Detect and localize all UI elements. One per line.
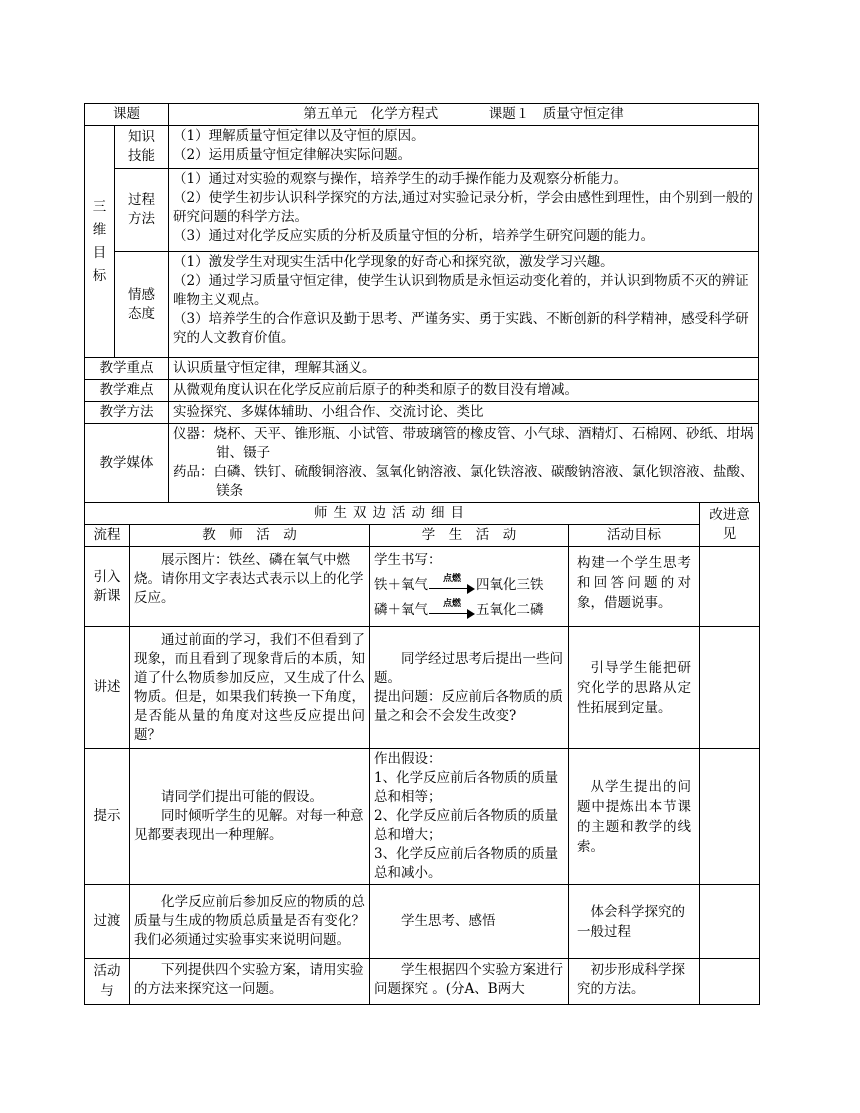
lesson-plan	[84, 103, 759, 1005]
flow-cell: 讲述	[85, 627, 130, 749]
process-label: 过程方法	[115, 169, 169, 252]
activity-header-row	[85, 525, 760, 547]
reaction-phosphorus	[374, 598, 564, 620]
three-dimension-goal-label: 三维目标	[85, 126, 115, 358]
reaction-arrow-icon	[429, 598, 475, 620]
teacher-cell: 展示图片：铁丝、磷在氧气中燃烧。请你用文字表达式表示以上的化学反应。	[130, 547, 370, 627]
emotion-item: （1）激发学生对现实生活中化学现象的好奇心和探究欲，激发学习兴趣。	[173, 254, 614, 270]
teacher-text: 同时倾听学生的见解。对每一种意见都要表现出一种理解。	[134, 808, 364, 843]
activity-title: 师生双边活动细目	[85, 503, 700, 525]
process-item: （1）通过对实验的观察与操作，培养学生的动手操作能力及观察分析能力。	[173, 171, 628, 187]
goal-emotion-row	[85, 252, 759, 358]
improve-label: 改进意见	[700, 503, 760, 547]
media-row	[85, 424, 759, 503]
media-instruments: 仪器：烧杯、天平、锥形瓶、小试管、带玻璃管的橡皮管、小气球、酒精灯、石棉网、砂纸、坩埚钳、镊子	[173, 426, 754, 461]
teacher-text: 请同学们提出可能的假设。	[161, 789, 323, 805]
student-text: 同学经过思考后提出一些问题。	[374, 650, 563, 686]
student-cell	[370, 749, 569, 885]
unit-title: 第五单元 化学方程式	[303, 106, 439, 122]
difficulty-label: 教学难点	[85, 380, 169, 402]
reaction-condition: 点燃	[442, 598, 461, 609]
goal-process-row	[85, 169, 759, 252]
key-point-row	[85, 358, 759, 380]
reaction-arrow-icon	[429, 573, 475, 595]
student-cell: 学生思考、感悟	[370, 885, 569, 959]
process-item: （2）使学生初步认识科学探究的方法,通过对实验记录分析，学会由感性到理性，由个别到一般的研究问题的科学方法。	[173, 190, 753, 225]
goal-cell: 从学生提出的问题中提炼出本节课的主题和教学的线索。	[569, 749, 700, 885]
teacher-cell	[130, 749, 370, 885]
reaction-condition: 点燃	[442, 573, 461, 584]
knowledge-item: （2）运用质量守恒定律解决实际问题。	[173, 147, 412, 163]
improve-cell	[700, 749, 760, 885]
goal-cell: 构建一个学生思考和回答问题的对象，借题说事。	[569, 547, 700, 627]
process-content	[169, 169, 759, 252]
knowledge-label: 知识技能	[115, 126, 169, 169]
media-label: 教学媒体	[85, 424, 169, 503]
reaction-iron	[374, 573, 564, 595]
header-label: 课题	[85, 104, 169, 126]
table-row	[85, 959, 760, 1005]
activity-table	[84, 502, 760, 1005]
improve-cell	[700, 959, 760, 1005]
table-row	[85, 749, 760, 885]
lesson-title	[169, 104, 759, 126]
flow-cell: 活动与	[85, 959, 130, 1005]
emotion-label: 情感态度	[115, 252, 169, 358]
teacher-cell: 通过前面的学习，我们不但看到了现象，而且看到了现象背后的本质，知道了什么物质参加反应，又生成了什么物质。但是，如果我们转换一下角度，是否能从量的角度对这些反应提出问题？	[130, 627, 370, 749]
improve-cell	[700, 885, 760, 959]
goal-cell: 体会科学探究的一般过程	[569, 885, 700, 959]
goal-cell: 初步形成科学探究的方法。	[569, 959, 700, 1005]
col-student: 学 生 活 动	[370, 525, 569, 547]
col-flow: 流程	[85, 525, 130, 547]
lesson-info-table	[84, 103, 759, 503]
knowledge-content	[169, 126, 759, 169]
key-point-value: 认识质量守恒定律，理解其涵义。	[169, 358, 759, 380]
goal-knowledge-row	[85, 126, 759, 169]
student-text: 1、化学反应前后各物质的质量总和相等；	[374, 770, 559, 805]
col-teacher: 教 师 活 动	[130, 525, 370, 547]
emotion-content	[169, 252, 759, 358]
difficulty-value: 从微观角度认识在化学反应前后原子的种类和原子的数目没有增减。	[169, 380, 759, 402]
knowledge-item: （1）理解质量守恒定律以及守恒的原因。	[173, 128, 425, 144]
emotion-item: （2）通过学习质量守恒定律，使学生认识到物质是永恒运动变化着的，并认识到物质不灭的辨证唯物主义观点。	[173, 273, 749, 308]
products: 四氧化三铁	[476, 577, 544, 593]
student-text: 3、化学反应前后各物质的质量总和减小。	[374, 846, 559, 881]
student-cell: 学生根据四个实验方案进行问题探究 。(分A、B两大	[370, 959, 569, 1005]
col-goal: 活动目标	[569, 525, 700, 547]
products: 五氧化二磷	[476, 602, 544, 618]
topic-title: 课题１ 质量守恒定律	[488, 106, 624, 122]
table-row	[85, 885, 760, 959]
student-text: 2、化学反应前后各物质的质量总和增大；	[374, 808, 559, 843]
table-row	[85, 547, 760, 627]
improve-cell	[700, 627, 760, 749]
methods-label: 教学方法	[85, 402, 169, 424]
improve-cell	[700, 547, 760, 627]
goal-cell: 引导学生能把研究化学的思路从定性拓展到定量。	[569, 627, 700, 749]
methods-value: 实验探究、多媒体辅助、小组合作、交流讨论、类比	[169, 402, 759, 424]
activity-title-row	[85, 503, 760, 525]
reactants: 磷＋氧气	[374, 602, 428, 618]
student-intro: 学生书写：	[374, 552, 442, 568]
media-content	[169, 424, 759, 503]
emotion-item: （3）培养学生的合作意识及勤于思考、严谨务实、勇于实践、不断创新的科学精神，感受科学研究的人文教育价值。	[173, 311, 749, 346]
flow-cell: 引入新课	[85, 547, 130, 627]
flow-cell: 提示	[85, 749, 130, 885]
teacher-cell: 化学反应前后参加反应的物质的总质量与生成的物质总质量是否有变化？我们必须通过实验事实来说明问题。	[130, 885, 370, 959]
reactants: 铁＋氧气	[374, 577, 428, 593]
key-point-label: 教学重点	[85, 358, 169, 380]
table-row	[85, 627, 760, 749]
student-cell	[370, 627, 569, 749]
media-reagents: 药品：白磷、铁钉、硫酸铜溶液、氢氧化钠溶液、氯化铁溶液、碳酸钠溶液、氯化钡溶液、盐酸、镁条	[173, 464, 754, 499]
difficulty-row	[85, 380, 759, 402]
flow-cell: 过渡	[85, 885, 130, 959]
student-cell	[370, 547, 569, 627]
teacher-cell: 下列提供四个实验方案，请用实验的方法来探究这一问题。	[130, 959, 370, 1005]
header-row	[85, 104, 759, 126]
student-text: 提出问题：反应前后各物质的质量之和会不会发生改变?	[374, 688, 563, 724]
methods-row	[85, 402, 759, 424]
process-item: （3）通过对化学反应实质的分析及质量守恒的分析，培养学生研究问题的能力。	[173, 228, 655, 244]
student-text: 作出假设：	[374, 751, 442, 767]
